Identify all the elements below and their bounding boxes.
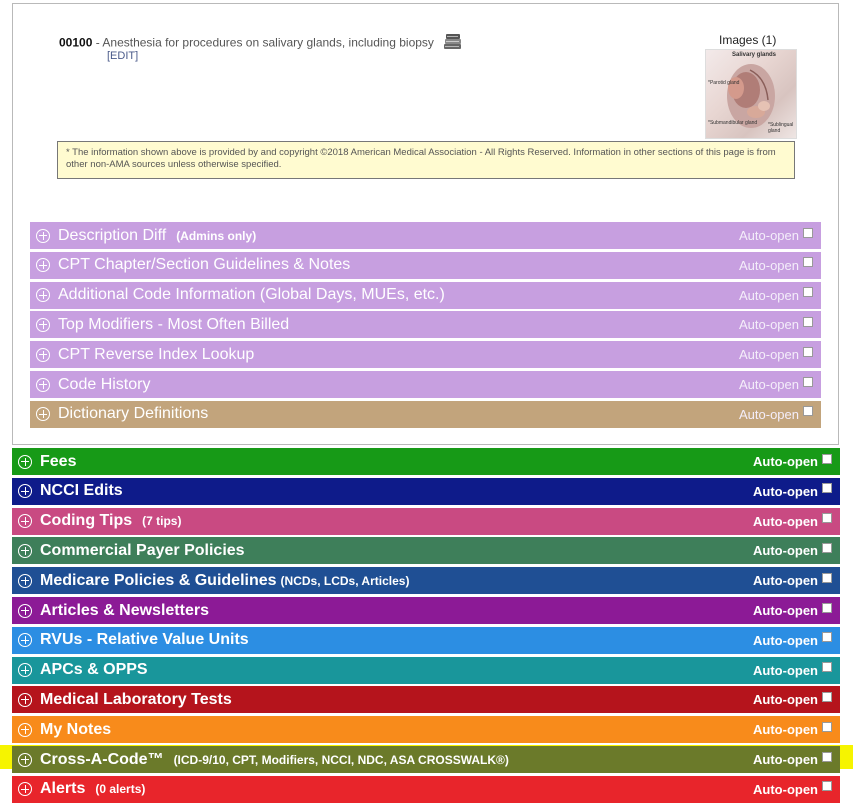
auto-open-toggle[interactable]	[739, 371, 813, 398]
expand-plus-icon[interactable]	[18, 782, 32, 796]
books-icon[interactable]	[443, 33, 463, 54]
section-label: Additional Code Information (Global Days, MUEs, etc.)	[58, 286, 445, 304]
auto-open-toggle[interactable]	[753, 776, 832, 803]
auto-open-toggle[interactable]	[753, 508, 832, 535]
section-bar-outer-5[interactable]	[12, 597, 840, 624]
section-label: Medical Laboratory Tests	[40, 690, 232, 708]
section-bar-outer-4[interactable]	[12, 567, 840, 594]
expand-plus-icon[interactable]	[18, 723, 32, 737]
images-title: Images (1)	[719, 33, 777, 47]
auto-open-checkbox[interactable]	[822, 692, 832, 702]
section-label: CPT Chapter/Section Guidelines & Notes	[58, 256, 351, 274]
section-bar-outer-11[interactable]	[12, 776, 840, 803]
section-label: My Notes	[40, 720, 112, 738]
section-label: Dictionary Definitions	[58, 405, 209, 423]
auto-open-checkbox[interactable]	[822, 513, 832, 523]
auto-open-toggle[interactable]	[753, 448, 832, 475]
section-label: APCs & OPPS	[40, 661, 148, 679]
section-bar-inner-1[interactable]	[30, 252, 821, 279]
section-bar-outer-9[interactable]	[12, 716, 840, 743]
auto-open-toggle[interactable]	[753, 567, 832, 594]
expand-plus-icon[interactable]	[36, 378, 50, 392]
section-label: Alerts	[40, 780, 86, 798]
section-label: Cross-A-Code™	[40, 750, 164, 768]
auto-open-checkbox[interactable]	[822, 781, 832, 791]
auto-open-checkbox[interactable]	[803, 377, 813, 387]
auto-open-checkbox[interactable]	[822, 632, 832, 642]
expand-plus-icon[interactable]	[18, 484, 32, 498]
expand-plus-icon[interactable]	[18, 514, 32, 528]
edit-link[interactable]: [EDIT]	[107, 50, 139, 62]
section-sublabel: (Admins only)	[176, 228, 257, 243]
auto-open-checkbox[interactable]	[822, 603, 832, 613]
salivary-glands-thumbnail[interactable]	[705, 49, 797, 139]
auto-open-label: Auto-open	[739, 228, 799, 243]
auto-open-toggle[interactable]	[753, 716, 832, 743]
auto-open-label: Auto-open	[753, 543, 818, 559]
auto-open-toggle[interactable]	[753, 537, 832, 564]
expand-plus-icon[interactable]	[36, 348, 50, 362]
section-bar-inner-4[interactable]	[30, 341, 821, 368]
expand-plus-icon[interactable]	[18, 753, 32, 767]
expand-plus-icon[interactable]	[18, 663, 32, 677]
section-bar-inner-3[interactable]	[30, 311, 821, 338]
section-bar-inner-6[interactable]	[30, 401, 821, 428]
section-label: Articles & Newsletters	[40, 601, 209, 619]
section-bar-outer-8[interactable]	[12, 686, 840, 713]
auto-open-toggle[interactable]	[739, 401, 813, 428]
auto-open-label: Auto-open	[753, 632, 818, 648]
auto-open-checkbox[interactable]	[803, 257, 813, 267]
section-label: CPT Reverse Index Lookup	[58, 345, 255, 363]
section-sublabel: (7 tips)	[142, 514, 182, 529]
auto-open-label: Auto-open	[739, 317, 799, 333]
auto-open-checkbox[interactable]	[822, 722, 832, 732]
auto-open-checkbox[interactable]	[822, 543, 832, 553]
section-bar-outer-0[interactable]	[12, 448, 840, 475]
auto-open-toggle[interactable]	[739, 222, 813, 249]
auto-open-checkbox[interactable]	[803, 347, 813, 357]
thumbnail-label-sublingual: *Sublingual gland	[768, 122, 794, 134]
auto-open-label: Auto-open	[753, 483, 818, 499]
expand-plus-icon[interactable]	[18, 455, 32, 469]
auto-open-toggle[interactable]	[753, 657, 832, 684]
auto-open-checkbox[interactable]	[822, 662, 832, 672]
auto-open-toggle[interactable]	[753, 627, 832, 654]
auto-open-label: Auto-open	[753, 513, 818, 529]
section-label: Description Diff	[58, 226, 167, 244]
expand-plus-icon[interactable]	[18, 574, 32, 588]
expand-plus-icon[interactable]	[36, 258, 50, 272]
section-bar-outer-6[interactable]	[12, 627, 840, 654]
expand-plus-icon[interactable]	[18, 544, 32, 558]
auto-open-label: Auto-open	[739, 287, 799, 303]
section-bar-inner-2[interactable]	[30, 282, 821, 309]
auto-open-label: Auto-open	[739, 377, 799, 392]
auto-open-label: Auto-open	[753, 662, 818, 678]
expand-plus-icon[interactable]	[18, 693, 32, 707]
auto-open-checkbox[interactable]	[822, 752, 832, 762]
auto-open-label: Auto-open	[753, 722, 818, 738]
auto-open-toggle[interactable]	[739, 311, 813, 338]
code-description: Anesthesia for procedures on salivary glands, including biopsy	[102, 35, 434, 50]
section-bar-inner-5[interactable]	[30, 371, 821, 398]
auto-open-label: Auto-open	[753, 573, 818, 589]
auto-open-checkbox[interactable]	[803, 406, 813, 416]
auto-open-checkbox[interactable]	[822, 454, 832, 464]
section-sublabel: (NCDs, LCDs, Articles)	[280, 573, 410, 588]
auto-open-toggle[interactable]	[739, 341, 813, 368]
section-sublabel: (ICD-9/10, CPT, Modifiers, NCCI, NDC, ASA CROSSWALK®)	[173, 752, 509, 767]
expand-plus-icon[interactable]	[18, 633, 32, 647]
expand-plus-icon[interactable]	[36, 229, 50, 243]
auto-open-label: Auto-open	[753, 752, 818, 767]
auto-open-label: Auto-open	[739, 257, 799, 273]
section-label: RVUs - Relative Value Units	[40, 631, 249, 649]
auto-open-label: Auto-open	[739, 347, 799, 363]
auto-open-toggle[interactable]	[739, 252, 813, 279]
section-label: Top Modifiers - Most Often Billed	[58, 315, 290, 333]
auto-open-checkbox[interactable]	[803, 317, 813, 327]
auto-open-toggle[interactable]	[753, 746, 832, 773]
auto-open-label: Auto-open	[753, 692, 818, 708]
section-bar-outer-7[interactable]	[12, 657, 840, 684]
section-label: Fees	[40, 452, 77, 470]
auto-open-checkbox[interactable]	[803, 228, 813, 238]
thumbnail-label-submandibular: *Submandibular gland	[708, 120, 758, 126]
expand-plus-icon[interactable]	[36, 288, 50, 302]
auto-open-label: Auto-open	[739, 406, 799, 422]
section-bar-outer-1[interactable]	[12, 478, 840, 505]
section-label: Commercial Payer Policies	[40, 541, 245, 559]
thumbnail-label-parotid: *Parotid gland	[708, 80, 740, 86]
auto-open-checkbox[interactable]	[822, 573, 832, 583]
expand-plus-icon[interactable]	[36, 407, 50, 421]
auto-open-checkbox[interactable]	[803, 287, 813, 297]
section-label: NCCI Edits	[40, 482, 123, 500]
section-bar-outer-2[interactable]	[12, 508, 840, 535]
section-bar-outer-3[interactable]	[12, 537, 840, 564]
auto-open-toggle[interactable]	[753, 686, 832, 713]
thumbnail-heading: Salivary glands	[732, 52, 777, 58]
auto-open-label: Auto-open	[753, 454, 818, 469]
section-label: Medicare Policies & Guidelines	[40, 571, 277, 589]
ama-copyright-notice: * The information shown above is provided by and copyright ©2018 American Medical Association - All Rights Reserved. Information in other sections of this page is from other non-AMA sources unless otherwise specified.	[57, 141, 795, 179]
auto-open-label: Auto-open	[753, 781, 818, 797]
section-bar-inner-0[interactable]	[30, 222, 821, 249]
expand-plus-icon[interactable]	[36, 318, 50, 332]
section-label: Coding Tips	[40, 512, 133, 530]
auto-open-label: Auto-open	[753, 603, 818, 618]
code-number: 00100	[59, 35, 93, 50]
section-label: Code History	[58, 375, 151, 393]
section-bar-outer-10[interactable]	[12, 746, 840, 773]
auto-open-toggle[interactable]	[739, 282, 813, 309]
code-separator: -	[92, 35, 103, 50]
auto-open-checkbox[interactable]	[822, 483, 832, 493]
section-sublabel: (0 alerts)	[95, 782, 146, 797]
auto-open-toggle[interactable]	[753, 597, 832, 624]
expand-plus-icon[interactable]	[18, 604, 32, 618]
auto-open-toggle[interactable]	[753, 478, 832, 505]
